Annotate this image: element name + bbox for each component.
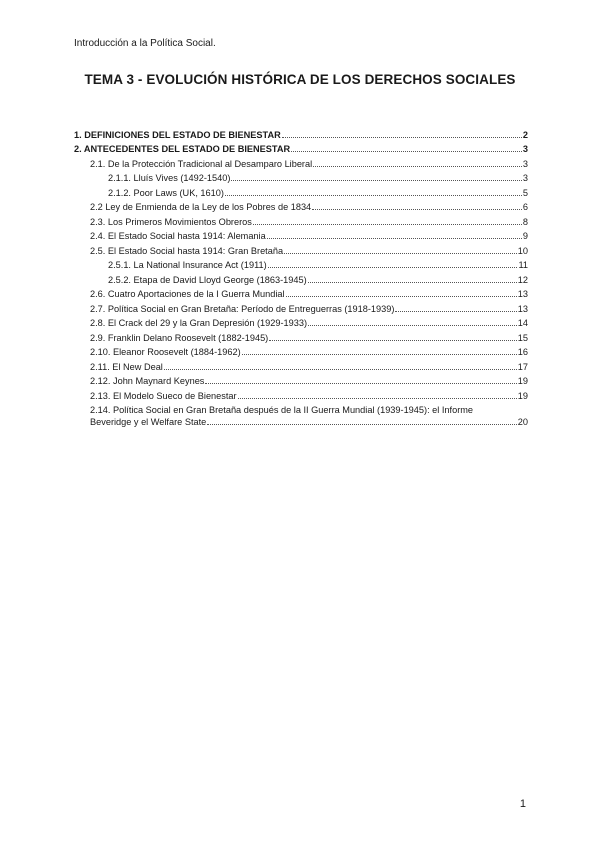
toc-entry-page: 16 <box>517 347 528 357</box>
toc-entry-text: 2.1.2. Poor Laws (UK, 1610) <box>108 187 224 198</box>
toc-entry-page: 8 <box>522 216 528 227</box>
toc-leader-dots <box>308 325 517 326</box>
toc-entry-2-12[interactable] <box>74 373 528 388</box>
toc-entry-text: 2.4. El Estado Social hasta 1914: Alemania <box>90 231 266 241</box>
toc-entry-page: 6 <box>522 202 528 212</box>
toc-entry-text: 2.12. John Maynard Keynes <box>90 376 205 386</box>
toc-entry-2-11[interactable] <box>74 358 528 373</box>
running-header: Introducción a la Política Social. <box>74 38 216 49</box>
toc-entry-page: 2 <box>522 129 528 140</box>
toc-entry-2-7[interactable] <box>74 300 528 315</box>
toc-entry-text: 2.13. El Modelo Sueco de Bienestar <box>90 390 237 401</box>
toc-entry-page: 14 <box>517 318 528 328</box>
toc-entry-2-14[interactable] <box>74 402 528 428</box>
toc-entry-text: 1. DEFINICIONES DEL ESTADO DE BIENESTAR <box>74 129 281 140</box>
toc-entry-2-1-2[interactable] <box>74 184 528 199</box>
toc-entry-page: 12 <box>517 274 528 285</box>
toc-leader-dots <box>267 238 522 239</box>
toc-entry-text: 2.2 Ley de Enmienda de la Ley de los Pobres de 1834 <box>90 202 312 212</box>
toc-entry-2-9[interactable] <box>74 329 528 344</box>
toc-entry-text: 2.3. Los Primeros Movimientos Obreros <box>90 216 252 227</box>
toc-entry-text: 2.8. El Crack del 29 y la Gran Depresión (1929-1933) <box>90 318 308 328</box>
toc-leader-dots <box>242 354 517 355</box>
toc-leader-dots <box>313 166 522 167</box>
toc-entry-text: 2.10. Eleanor Roosevelt (1884-1962) <box>90 347 241 357</box>
toc-entry-page: 15 <box>517 332 528 343</box>
table-of-contents <box>74 126 528 428</box>
toc-entry-page: 13 <box>517 303 528 314</box>
toc-entry-page: 13 <box>517 289 528 299</box>
toc-leader-dots <box>225 195 522 196</box>
toc-leader-dots <box>282 137 522 138</box>
toc-entry-2-6[interactable] <box>74 286 528 301</box>
toc-entry-2-5[interactable] <box>74 242 528 257</box>
page-title: TEMA 3 - EVOLUCIÓN HISTÓRICA DE LOS DERECHOS SOCIALES <box>84 72 516 87</box>
toc-entry-2-1[interactable] <box>74 155 528 170</box>
toc-entry-2-2[interactable] <box>74 199 528 214</box>
toc-entry-text: 2.9. Franklin Delano Roosevelt (1882-1945) <box>90 332 269 343</box>
toc-entry-text: 2.1. De la Protección Tradicional al Desamparo Liberal <box>90 158 313 169</box>
toc-entry-2-13[interactable] <box>74 387 528 402</box>
toc-entry-text: 2.6. Cuatro Aportaciones de la I Guerra Mundial <box>90 289 285 299</box>
toc-leader-dots <box>291 151 522 152</box>
toc-entry-text-continued: Beveridge y el Welfare State <box>90 416 207 427</box>
toc-entry-2-5-1[interactable] <box>74 257 528 272</box>
toc-leader-dots <box>312 209 522 210</box>
toc-entry-text: 2.11. El New Deal <box>90 361 163 372</box>
toc-entry-page: 19 <box>517 390 528 401</box>
toc-entry-page: 3 <box>522 173 528 183</box>
toc-entry-page: 11 <box>518 260 528 270</box>
toc-entry-page: 9 <box>522 231 528 241</box>
toc-leader-dots <box>395 311 516 312</box>
toc-leader-dots <box>268 267 518 268</box>
toc-entry-text: 2.14. Política Social en Gran Bretaña después de la II Guerra Mundial (1939-1945): el Informe <box>90 404 474 415</box>
toc-leader-dots <box>308 282 517 283</box>
toc-entry-text: 2.5. El Estado Social hasta 1914: Gran Bretaña <box>90 245 284 256</box>
toc-leader-dots <box>164 369 517 370</box>
toc-entry-page: 3 <box>522 158 528 169</box>
toc-leader-dots <box>253 224 522 225</box>
toc-entry-text: 2.1.1. Lluís Vives (1492-1540) <box>108 173 231 183</box>
toc-leader-dots <box>269 340 517 341</box>
toc-entry-2-5-2[interactable] <box>74 271 528 286</box>
toc-entry-2-3[interactable] <box>74 213 528 228</box>
toc-entry-2-10[interactable] <box>74 344 528 359</box>
toc-leader-dots <box>231 180 521 181</box>
toc-entry-page: 19 <box>517 376 528 386</box>
toc-entry-2-8[interactable] <box>74 315 528 330</box>
toc-entry-2[interactable] <box>74 141 528 156</box>
toc-entry-1[interactable] <box>74 126 528 141</box>
toc-leader-dots <box>238 398 517 399</box>
toc-entry-page: 5 <box>522 187 528 198</box>
toc-entry-page: 3 <box>522 144 528 154</box>
toc-entry-page: 20 <box>517 416 528 427</box>
toc-entry-page: 17 <box>517 361 528 372</box>
toc-entry-page: 10 <box>517 245 528 256</box>
toc-leader-dots <box>284 253 517 254</box>
toc-leader-dots <box>205 383 516 384</box>
toc-entry-text: 2. ANTECEDENTES DEL ESTADO DE BIENESTAR <box>74 144 291 154</box>
toc-leader-dots <box>286 296 517 297</box>
page-number: 1 <box>519 798 526 810</box>
toc-leader-dots <box>207 424 517 425</box>
toc-entry-text: 2.7. Política Social en Gran Bretaña: Período de Entreguerras (1918-1939) <box>90 303 395 314</box>
toc-entry-2-1-1[interactable] <box>74 170 528 185</box>
toc-entry-2-4[interactable] <box>74 228 528 243</box>
toc-entry-text: 2.5.2. Etapa de David Lloyd George (1863-1945) <box>108 274 307 285</box>
toc-entry-text: 2.5.1. La National Insurance Act (1911) <box>108 260 267 270</box>
